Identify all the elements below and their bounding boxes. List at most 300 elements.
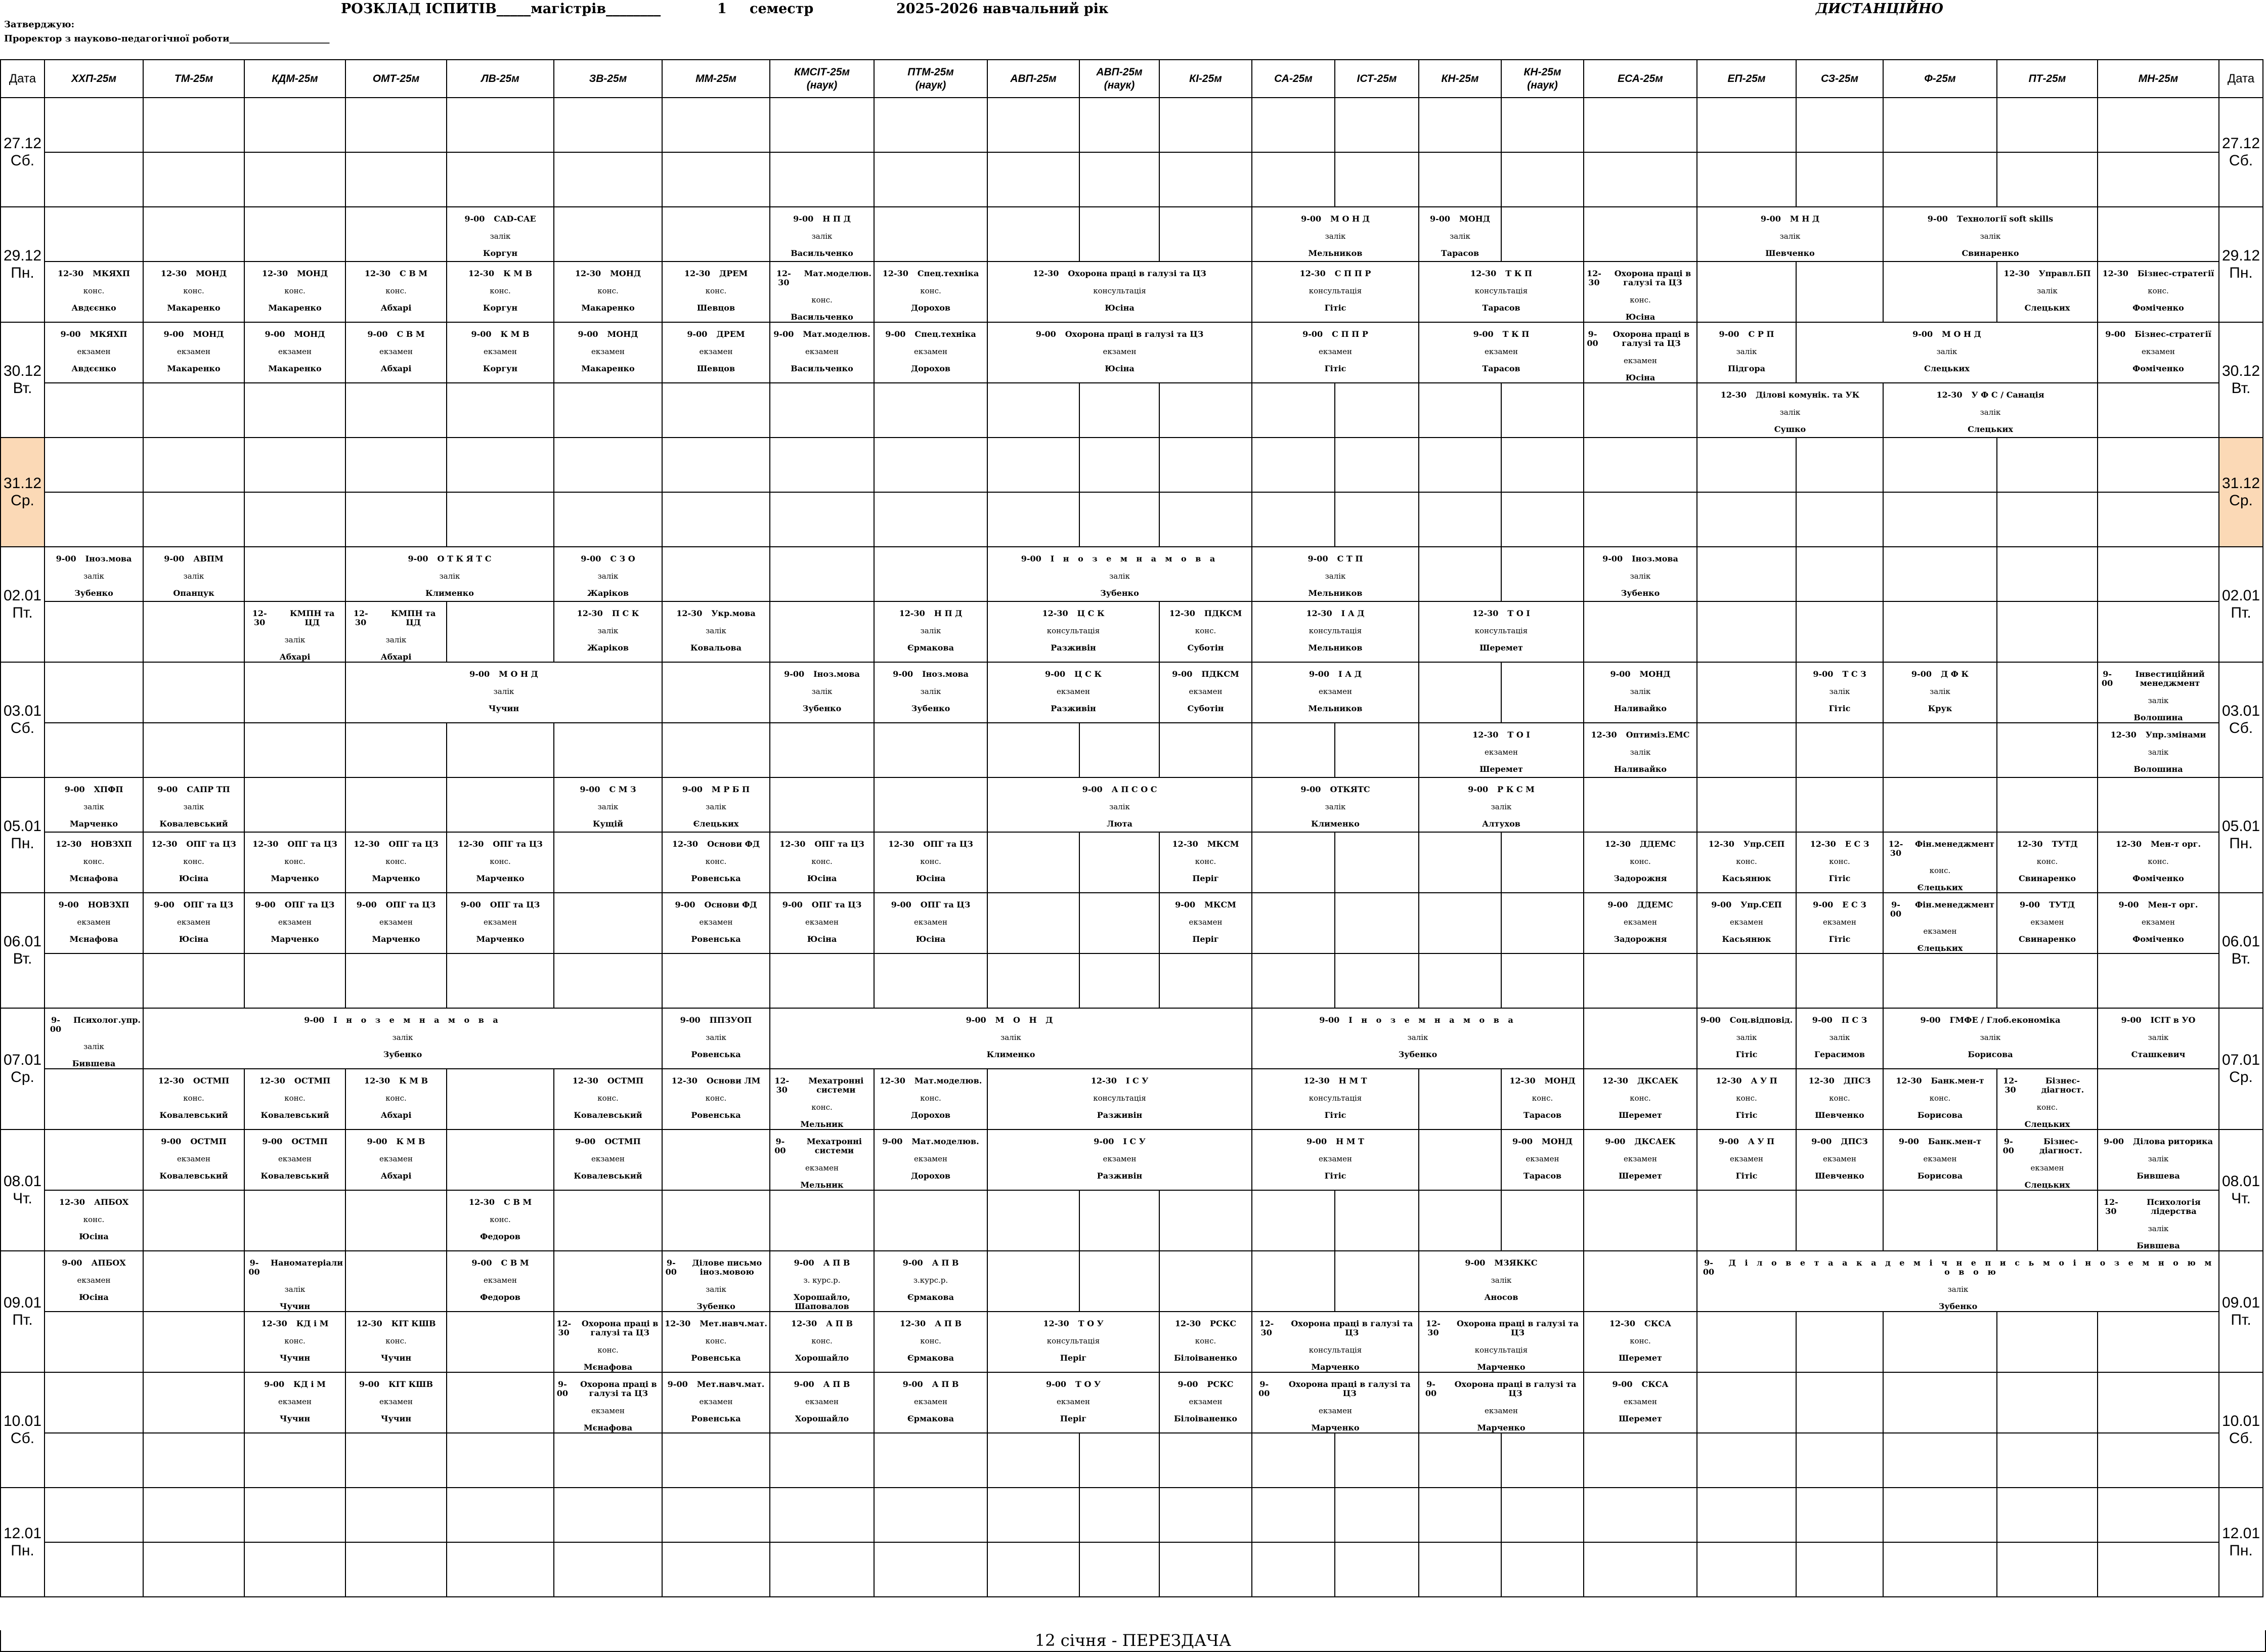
teacher-name: Фоміченко xyxy=(2132,934,2184,944)
exam-type: залік xyxy=(1325,572,1346,581)
exam-type: залік xyxy=(1407,1033,1428,1042)
exam-type: екзамен xyxy=(379,918,413,927)
subject-name: РСКС xyxy=(1207,1379,1234,1389)
schedule-row xyxy=(1,322,2263,383)
exam-cell xyxy=(1883,832,1997,893)
exam-entry xyxy=(663,323,769,373)
exam-entry xyxy=(45,778,143,829)
teacher-name: Зубенко xyxy=(911,704,950,713)
exam-type: консультація xyxy=(1047,626,1100,635)
empty-cell xyxy=(1419,893,1501,953)
teacher-name: Шеремет xyxy=(1479,643,1523,653)
empty-cell xyxy=(554,207,662,262)
subject-name: Упр.СЕП xyxy=(1743,839,1785,849)
subject-name: СКСА xyxy=(1644,1319,1672,1328)
page-header xyxy=(0,0,2266,58)
exam-entry xyxy=(1697,323,1796,373)
teacher-name: Мєнафова xyxy=(583,1423,633,1432)
subject-name: А П В xyxy=(826,1319,853,1328)
subject-name: Іноз.мова xyxy=(922,669,969,679)
empty-cell xyxy=(2098,1312,2219,1372)
exam-time: 9-00 xyxy=(1911,669,1932,679)
subject-name: О Т К Я Т С xyxy=(437,554,492,563)
empty-cell xyxy=(447,98,554,152)
exam-entry xyxy=(447,323,553,373)
exam-type: конс. xyxy=(385,286,407,295)
teacher-name: Ковалевський xyxy=(159,1171,228,1181)
exam-cell xyxy=(1252,262,1419,322)
date-cell xyxy=(1,1488,45,1597)
subject-name: МОНД xyxy=(610,269,641,278)
teacher-name: Васильченко xyxy=(791,364,853,373)
empty-cell xyxy=(1419,547,1501,601)
exam-time: 9-00 xyxy=(264,1379,285,1389)
exam-entry xyxy=(1797,893,1883,944)
exam-time: 9-00 xyxy=(50,1015,62,1034)
exam-time: 9-00 xyxy=(1258,1379,1270,1398)
exam-entry xyxy=(45,323,143,373)
teacher-name: Зубенко xyxy=(74,588,113,598)
exam-cell xyxy=(345,832,447,893)
teacher-name: Клименко xyxy=(1311,819,1360,829)
empty-cell xyxy=(2098,492,2219,547)
exam-type: екзамен xyxy=(914,1154,947,1163)
exam-type: екзамен xyxy=(591,1154,625,1163)
exam-type: екзамен xyxy=(77,347,111,356)
group-subtitle: (наук) xyxy=(1527,79,1558,91)
subject-name: Спец.техніка xyxy=(914,329,976,339)
exam-entry xyxy=(770,1251,874,1311)
subject-name: ДРЕМ xyxy=(716,329,745,339)
exam-time: 9-00 xyxy=(2121,1015,2142,1025)
exam-type: екзамен xyxy=(1189,918,1223,927)
empty-cell xyxy=(1883,777,1997,832)
exam-time: 9-00 xyxy=(575,1137,596,1146)
exam-entry xyxy=(1584,1373,1696,1423)
empty-cell xyxy=(345,438,447,492)
empty-cell xyxy=(770,152,874,207)
exam-time: 12-30 xyxy=(1091,1076,1117,1085)
empty-cell xyxy=(1159,492,1252,547)
subject-name: ПДКСМ xyxy=(1201,669,1239,679)
teacher-name: Ковалевський xyxy=(260,1110,329,1120)
exam-cell xyxy=(244,1129,345,1190)
group-name: КДМ-25м xyxy=(272,72,318,84)
group-name: АВП-25м xyxy=(1010,72,1057,84)
date-cell xyxy=(1,662,45,777)
teacher-name: Марченко xyxy=(476,934,525,944)
empty-cell xyxy=(1796,1312,1883,1372)
exam-type: залік xyxy=(1980,1033,2001,1042)
exam-entry xyxy=(447,207,553,258)
exam-entry xyxy=(1419,1312,1583,1372)
exam-cell xyxy=(447,207,554,262)
exam-schedule-table xyxy=(0,59,2263,1597)
exam-cell xyxy=(987,777,1252,832)
teacher-name: Мєнафова xyxy=(69,934,118,944)
exam-entry xyxy=(554,1312,662,1372)
empty-cell xyxy=(662,383,770,438)
teacher-name: Шеремет xyxy=(1619,1353,1662,1363)
teacher-name: Ковалевський xyxy=(574,1171,642,1181)
empty-cell xyxy=(1335,152,1419,207)
exam-entry xyxy=(988,1373,1159,1423)
empty-cell xyxy=(874,953,987,1008)
exam-time: 12-30 xyxy=(1472,608,1499,618)
exam-time: 9-00 xyxy=(680,1015,701,1025)
empty-cell xyxy=(554,1190,662,1251)
exam-type: екзамен xyxy=(914,1397,947,1406)
exam-time: 9-00 xyxy=(163,329,184,339)
teacher-name: Задорожня xyxy=(1614,874,1667,883)
exam-time: 9-00 xyxy=(367,1137,387,1146)
exam-cell xyxy=(345,1312,447,1372)
schedule-row xyxy=(1,1433,2263,1488)
teacher-name: Гітіс xyxy=(1735,1110,1758,1120)
subject-name: ІСІТ в УО xyxy=(2150,1015,2196,1025)
exam-entry xyxy=(45,1191,143,1241)
exam-type: екзамен xyxy=(177,347,210,356)
exam-time: 12-30 xyxy=(458,839,484,849)
empty-cell xyxy=(1584,1542,1697,1597)
exam-cell xyxy=(770,1312,874,1372)
teacher-name: Фоміченко xyxy=(2132,364,2184,373)
semester-label: семестр xyxy=(750,1,814,17)
schedule-row xyxy=(1,893,2263,953)
date-cell xyxy=(1,322,45,438)
exam-entry xyxy=(1419,323,1583,373)
exam-entry xyxy=(346,1069,446,1120)
exam-time: 12-30 xyxy=(577,608,603,618)
exam-cell xyxy=(45,262,143,322)
exam-time: 9-00 xyxy=(2105,329,2126,339)
date-value: 06.01 xyxy=(3,933,42,950)
empty-cell xyxy=(1584,98,1697,152)
exam-type: екзамен xyxy=(177,1154,210,1163)
exam-time: 12-30 xyxy=(354,839,380,849)
exam-entry xyxy=(663,602,769,653)
exam-time: 12-30 xyxy=(1810,839,1836,849)
exam-entry xyxy=(1252,1130,1418,1181)
exam-cell xyxy=(143,1129,244,1190)
exam-cell xyxy=(1796,893,1883,953)
exam-type: залік xyxy=(1779,232,1801,241)
exam-type: екзамен xyxy=(914,918,947,927)
exam-type: залік xyxy=(1325,802,1346,811)
exam-time: 9-00 xyxy=(1718,1137,1739,1146)
group-name: ІСТ-25м xyxy=(1357,72,1397,84)
empty-cell xyxy=(1159,953,1252,1008)
exam-type: залік xyxy=(1109,572,1130,581)
empty-cell xyxy=(345,98,447,152)
exam-time: 9-00 xyxy=(782,900,803,909)
exam-time: 12-30 xyxy=(791,1319,817,1328)
exam-cell xyxy=(770,1251,874,1312)
exam-time: 9-00 xyxy=(1813,900,1834,909)
teacher-name: Бившева xyxy=(72,1059,116,1068)
empty-cell xyxy=(1997,1372,2098,1433)
exam-entry xyxy=(2098,663,2218,722)
exam-type: екзамен xyxy=(1319,1406,1352,1415)
teacher-name: Чучин xyxy=(279,1414,311,1423)
date-value: 29.12 xyxy=(3,247,42,264)
date-value: 27.12 xyxy=(2221,135,2260,152)
exam-time: 9-00 xyxy=(893,669,913,679)
group-column-header xyxy=(2098,60,2219,98)
exam-time: 12-30 xyxy=(776,269,791,287)
exam-time: 12-30 xyxy=(1259,1319,1274,1337)
date-value: 02.01 xyxy=(3,587,42,604)
exam-cell xyxy=(345,547,554,601)
weekday: Вт. xyxy=(13,380,32,397)
empty-cell xyxy=(2098,1069,2219,1129)
subject-name: Бізнес-стратегії xyxy=(2137,269,2214,278)
exam-type: конс. xyxy=(490,1215,511,1224)
exam-cell xyxy=(447,262,554,322)
empty-cell xyxy=(1501,383,1584,438)
exam-entry xyxy=(1797,323,2097,373)
empty-cell xyxy=(1796,1488,1883,1542)
exam-cell xyxy=(1584,893,1697,953)
empty-cell xyxy=(770,1488,874,1542)
subject-name: ХПФП xyxy=(94,785,123,794)
group-name: ТМ-25м xyxy=(174,72,213,84)
exam-cell xyxy=(1252,322,1419,383)
exam-time: 9-00 xyxy=(1465,1258,1486,1268)
exam-time: 9-00 xyxy=(784,669,805,679)
teacher-name: Гітіс xyxy=(1324,1171,1346,1181)
subject-name: Оптиміз.ЕМС xyxy=(1626,730,1690,740)
empty-cell xyxy=(45,1542,143,1597)
empty-cell xyxy=(1159,723,1252,777)
exam-entry xyxy=(2098,1130,2218,1181)
exam-type: екзамен xyxy=(278,1154,312,1163)
group-column-header xyxy=(662,60,770,98)
empty-cell xyxy=(1883,601,1997,662)
subject-name: ПДКСМ xyxy=(1204,608,1242,618)
teacher-name: Хорошайло xyxy=(795,1353,849,1363)
exam-entry xyxy=(875,833,987,883)
subject-name: Ділове письмо іноз.мовою xyxy=(692,1258,762,1277)
weekday: Вт. xyxy=(2231,380,2251,397)
exam-type: залік xyxy=(811,687,833,696)
empty-cell xyxy=(1584,492,1697,547)
teacher-name: Абхарі xyxy=(279,652,311,662)
subject-name: МОНД xyxy=(1639,669,1671,679)
exam-type: консультація xyxy=(1309,1345,1362,1355)
exam-time: 12-30 xyxy=(468,1197,495,1207)
empty-cell xyxy=(1335,383,1419,438)
subject-name: КД і М xyxy=(296,1319,329,1328)
subject-name: Укр.мова xyxy=(711,608,756,618)
weekday: Пн. xyxy=(11,835,34,852)
exam-entry xyxy=(1419,207,1501,258)
empty-cell xyxy=(1335,1190,1419,1251)
empty-cell xyxy=(874,383,987,438)
empty-cell xyxy=(770,1433,874,1488)
subject-name: Д і л о в е т а а к а д е м і ч н е п и с ь м о і н о з е м н о ю м о в о ю xyxy=(1728,1258,2215,1277)
exam-cell xyxy=(345,1129,447,1190)
empty-cell xyxy=(1501,1488,1584,1542)
empty-cell xyxy=(1883,492,1997,547)
empty-cell xyxy=(143,152,244,207)
teacher-name: Макаренко xyxy=(268,364,322,373)
empty-cell xyxy=(1883,262,1997,322)
subject-name: С П П Р xyxy=(1334,269,1371,278)
exam-cell xyxy=(345,262,447,322)
teacher-name: Ковалевський xyxy=(159,1110,228,1120)
exam-time: 12-30 xyxy=(900,1319,926,1328)
exam-cell xyxy=(987,1069,1252,1129)
subject-name: МОНД xyxy=(1542,1137,1573,1146)
exam-entry xyxy=(1252,207,1418,258)
subject-name: С В М xyxy=(501,1258,529,1268)
subject-name: К М В xyxy=(503,269,533,278)
schedule-row xyxy=(1,1312,2263,1372)
empty-cell xyxy=(447,953,554,1008)
group-column-header xyxy=(874,60,987,98)
subject-name: Охорона праці в галузі та ЦЗ xyxy=(1288,1379,1411,1398)
subject-name: І н о з е м н а м о в а xyxy=(333,1015,501,1025)
teacher-name: Мєнафова xyxy=(583,1362,633,1372)
teacher-name: Зубенко xyxy=(696,1301,735,1311)
exam-type: екзамен xyxy=(805,918,839,927)
subject-name: К М В xyxy=(396,1137,425,1146)
exam-time: 9-00 xyxy=(471,1258,492,1268)
exam-cell xyxy=(1419,207,1501,262)
exam-time: 9-00 xyxy=(255,900,276,909)
empty-cell xyxy=(2098,777,2219,832)
empty-cell xyxy=(662,1542,770,1597)
subject-name: НОВЗХП xyxy=(88,900,129,909)
exam-type: екзамен xyxy=(1624,356,1657,365)
exam-entry xyxy=(447,833,553,883)
exam-entry xyxy=(663,893,769,944)
exam-time: 9-00 xyxy=(1319,1015,1340,1025)
exam-entry xyxy=(1160,1373,1251,1423)
empty-cell xyxy=(1419,1190,1501,1251)
exam-cell xyxy=(2098,1129,2219,1190)
exam-type: залік xyxy=(2148,696,2169,705)
exam-entry xyxy=(144,323,244,373)
teacher-name: Хорошайло xyxy=(795,1414,849,1423)
date-value: 30.12 xyxy=(2221,363,2260,379)
exam-cell xyxy=(143,1008,662,1069)
subject-name: Н П Д xyxy=(934,608,963,618)
exam-entry xyxy=(1584,547,1696,598)
exam-type: екзамен xyxy=(1624,1154,1657,1163)
empty-cell xyxy=(447,492,554,547)
empty-cell xyxy=(1997,98,2098,152)
date-value: 29.12 xyxy=(2221,247,2260,264)
teacher-name: Бившева xyxy=(2137,1171,2180,1181)
exam-cell xyxy=(244,1069,345,1129)
empty-cell xyxy=(554,1542,662,1597)
teacher-name: Зубенко xyxy=(1938,1301,1978,1311)
exam-entry xyxy=(554,778,662,829)
exam-time: 12-30 xyxy=(572,1076,598,1085)
exam-entry xyxy=(144,778,244,829)
teacher-name: Коргун xyxy=(483,248,518,258)
empty-cell xyxy=(1584,601,1697,662)
exam-entry xyxy=(346,1373,446,1423)
exam-type: з. курс.р. xyxy=(803,1276,841,1285)
empty-cell xyxy=(662,1488,770,1542)
empty-cell xyxy=(143,1251,244,1312)
date-value: 03.01 xyxy=(3,703,42,719)
exam-entry xyxy=(1884,207,2097,258)
exam-cell xyxy=(2098,1008,2219,1069)
exam-cell xyxy=(874,832,987,893)
teacher-name: Касьянюк xyxy=(1722,934,1771,944)
empty-cell xyxy=(143,662,244,723)
exam-entry xyxy=(245,323,345,373)
empty-cell xyxy=(244,547,345,601)
empty-cell xyxy=(1697,262,1796,322)
subject-name: ОПГ та ЦЗ xyxy=(287,839,337,849)
exam-time: 9-00 xyxy=(675,900,695,909)
empty-cell xyxy=(1419,492,1501,547)
subject-name: Технології soft skills xyxy=(1956,214,2054,224)
weekday: Вт. xyxy=(13,950,32,967)
teacher-name: Юсіна xyxy=(1105,303,1135,313)
exam-type: залік xyxy=(83,572,104,581)
subject-name: ДКСАЕК xyxy=(1634,1137,1676,1146)
empty-cell xyxy=(1584,1008,1697,1069)
empty-cell xyxy=(1079,1488,1159,1542)
exam-cell xyxy=(1997,1129,2098,1190)
exam-cell xyxy=(987,662,1159,723)
exam-entry xyxy=(245,1130,345,1181)
exam-time: 9-00 xyxy=(1473,329,1494,339)
exam-time: 9-00 xyxy=(367,329,388,339)
exam-entry xyxy=(346,1312,446,1363)
weekday: Пн. xyxy=(11,265,34,281)
teacher-name: Юсіна xyxy=(79,1232,109,1241)
exam-cell xyxy=(554,547,662,601)
teacher-name: Ровенська xyxy=(691,874,741,883)
exam-entry xyxy=(144,1009,662,1059)
exam-entry xyxy=(988,778,1251,829)
empty-cell xyxy=(987,893,1079,953)
empty-cell xyxy=(1796,1372,1883,1433)
exam-time: 12-30 xyxy=(356,1319,382,1328)
empty-cell xyxy=(1079,723,1159,777)
empty-cell xyxy=(244,1190,345,1251)
schedule-row xyxy=(1,1542,2263,1597)
empty-cell xyxy=(1501,1542,1584,1597)
teacher-name: Гітіс xyxy=(1324,364,1346,373)
exam-type: конс. xyxy=(1195,1336,1216,1345)
empty-cell xyxy=(554,492,662,547)
group-name: ЕП-25м xyxy=(1727,72,1766,84)
exam-cell xyxy=(143,777,244,832)
empty-cell xyxy=(662,953,770,1008)
exam-time: 9-00 xyxy=(1890,900,1902,919)
exam-entry xyxy=(1797,1130,1883,1181)
exam-cell xyxy=(45,777,143,832)
empty-cell xyxy=(874,723,987,777)
weekday: Ср. xyxy=(2229,492,2253,509)
empty-cell xyxy=(1697,723,1796,777)
subject-name: С Р П xyxy=(1748,329,1774,339)
empty-cell xyxy=(662,723,770,777)
empty-cell xyxy=(1159,1190,1252,1251)
exam-entry xyxy=(1160,893,1251,944)
date-value: 02.01 xyxy=(2221,587,2260,604)
exam-entry xyxy=(554,323,662,373)
teacher-name: Білоіваненко xyxy=(1173,1353,1238,1363)
